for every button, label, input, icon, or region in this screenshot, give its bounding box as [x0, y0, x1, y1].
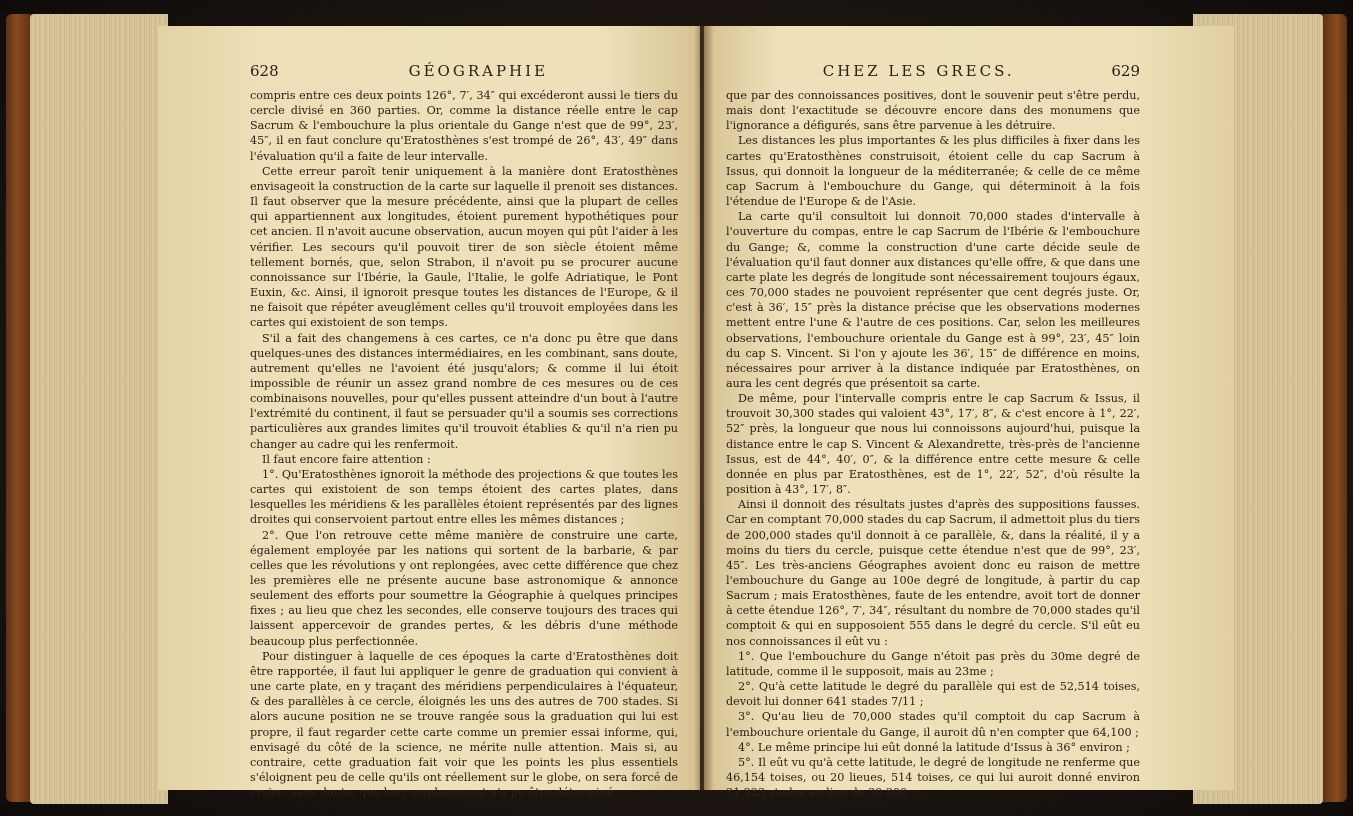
paragraph: 5°. Il eût vu qu'à cette latitude, le degré de longitude ne renferme que 46,154 toises, ou 20 lieues, 514 toises, ce qui lui auroit donné environ 31,223 stades au lieu de 30,300 ;: [726, 755, 1140, 800]
paragraph: compris entre ces deux points 126°, 7′, 34″ qui excéderont aussi le tiers du cercle divisé en 360 parties. Or, comme la distance réelle entre le cap Sacrum & l'embouchure la plus orientale du Gange n'est que de 99°, 23′, 45″, il en faut conclure qu'Eratosthènes s'est trompé de 26°, 43′, 49″ dans l'évaluation qu'il a faite de leur intervalle.: [250, 89, 678, 163]
right-page: [704, 26, 1234, 800]
paragraph: Il faut encore faire attention :: [262, 452, 431, 466]
left-body-text: [250, 88, 678, 800]
book-gutter: [694, 26, 714, 790]
paragraph: Ainsi il donnoit des résultats justes d'après des suppositions fausses. Car en comptant 70,000 stades du cap Sacrum, il admettoit plus du tiers de 200,000 stades qu'il donnoit à ce parallèle, &, dans la réalité, il y a moins du tiers du cercle, puisque cette étendue n'est que de 99°, 23′, 45″. Les très-anciens Géographes avoient donc eu raison de mettre l'embouchure du Gange au 100e degré de longitude, à partir du cap Sacrum ; mais Eratosthènes, faute de les entendre, avoit tort de donner à cette étendue 126°, 7′, 34″, résultant du nombre de 70,000 stades qu'il comptoit & qui en supposoient 555 dans le degré du cercle. S'il eût eu nos connoissances il eût vu :: [726, 498, 1140, 648]
paragraph: 2°. Que l'on retrouve cette même manière de construire une carte, également employée par les nations qui sortent de la barbarie, & par celles que les révolutions y ont replongées, avec cette différence que chez les premières elle ne présente aucune base astronomique & annonce seulement des efforts pour soumettre la Géographie à quelques principes fixes ; au lieu que chez les secondes, elle conserve toujours des traces qui laissent appercevoir de grandes pertes, & les débris d'une méthode beaucoup plus perfectionnée.: [250, 528, 678, 648]
left-running-head: [250, 62, 678, 84]
right-running-title: CHEZ LES GRECS.: [822, 62, 1015, 80]
right-page-number: 629: [1111, 62, 1140, 80]
paragraph: De même, pour l'intervalle compris entre le cap Sacrum & Issus, il trouvoit 30,300 stades qui valoient 43°, 17′, 8″, & c'est encore à 1°, 22′, 52″ près, la longueur que nous lui connoissons aujourd'hui, puisque la distance entre le cap S. Vincent & Alexandrette, très-près de l'ancienne Issus, est de 44°, 40′, 0″, & la différence entre cette mesure & celle donnée en plus par Eratosthènes, est de 1°, 22′, 52″, d'où résulte la position à 43°, 17′, 8″.: [726, 392, 1140, 497]
paragraph: S'il a fait des changemens à ces cartes, ce n'a donc pu être que dans quelques-unes des distances intermédiaires, en les combinant, sans doute, autrement qu'elles ne l'avoient été jusqu'alors; & comme il lui étoit impossible de réunir un assez grand nombre de ces mesures ou de ces combinaisons nouvelles, pour qu'elles pussent atteindre d'un bout à l'autre l'extrémité du continent, il faut se persuader qu'il a soumis ses corrections particulières aux grandes limites qu'il trouvoit établies & qu'il n'a rien pu changer au cadre qui les renfermoit.: [250, 331, 678, 451]
paragraph: 1°. Qu'Eratosthènes ignoroit la méthode des projections & que toutes les cartes qui existoient de son temps étoient des cartes plates, dans lesquelles les méridiens & les parallèles étoient représentés par des lignes droites qui conservoient partout entre elles les mêmes distances ;: [250, 467, 678, 527]
paragraph: La carte qu'il consultoit lui donnoit 70,000 stades d'intervalle à l'ouverture du compas, entre le cap Sacrum de l'Ibérie & l'embouchure du Gange; &, comme la construction d'une carte décide seule de l'évaluation qu'il faut donner aux distances qu'elle offre, & que dans une carte plate les degrés de longitude sont nécessairement toujours égaux, ces 70,000 stades ne pouvoient représenter que cent degrés juste. Or, c'est à 36′, 15″ près la distance précise que les observations modernes mettent entre l'une & l'autre de ces positions. Car, selon les meilleures observations, l'embouchure orientale du Gange est à 99°, 23′, 45″ loin du cap S. Vincent. Si l'on y ajoute les 36′, 15″ de différence en moins, nécessaires pour arriver à la distance indiquée par Eratosthènes, on aura les cent degrés que présentoit sa carte.: [726, 210, 1140, 390]
right-body-text: [726, 88, 1140, 800]
paragraph: 2°. Qu'à cette latitude le degré du parallèle qui est de 52,514 toises, devoit lui donner 641 stades 7/11 ;: [726, 680, 1140, 709]
paragraph: Pour distinguer à laquelle de ces époques la carte d'Eratosthènes doit être rapportée, il faut lui appliquer le genre de graduation qui convient à une carte plate, en y traçant des méridiens perpendiculaires à l'équateur, & des parallèles à ce cercle, éloignés les uns des autres de 700 stades. Si alors aucune position ne se trouve rangée sous la graduation qui lui est propre, il faut regarder cette carte comme un premier essai informe, qui, envisagé du côté de la science, ne mérite nulle attention. Mais si, au contraire, cette graduation fait voir que les points les plus essentiels s'éloignent peu de celle qu'ils ont réellement sur le globe, on sera forcé de croire, sans doute, que leur emplacement n'a pu être déterminé: [250, 649, 678, 800]
paragraph: 3°. Qu'au lieu de 70,000 stades qu'il comptoit du cap Sacrum à l'embouchure orientale du Gange, il auroit dû n'en compter que 64,100 ;: [726, 710, 1140, 739]
paragraph: 1°. Que l'embouchure du Gange n'étoit pas près du 30me degré de latitude, comme il le supposoit, mais au 23me ;: [726, 649, 1140, 678]
left-page: [158, 26, 700, 800]
left-running-title: GÉOGRAPHIE: [408, 62, 549, 80]
paragraph: 4°. Le même principe lui eût donné la latitude d'Issus à 36° environ ;: [738, 740, 1130, 754]
right-running-head: [726, 62, 1140, 84]
paragraph: que par des connoissances positives, dont le souvenir peut s'être perdu, mais dont l'exactitude se découvre encore dans des monumens que l'ignorance a défigurés, sans être parvenue à les détruire.: [726, 89, 1140, 133]
left-page-stack: [30, 14, 168, 804]
left-page-number: 628: [250, 62, 279, 80]
paragraph: Cette erreur paroît tenir uniquement à la manière dont Eratosthènes envisageoit la construction de la carte sur laquelle il prenoit ses distances. Il faut observer que la mesure précédente, ainsi que la plupart de celles qui appartiennent aux longitudes, étoient purement hypothétiques pour cet ancien. Il n'avoit aucune observation, aucun moyen qui pût l'aider à les vérifier. Les secours qu'il pouvoit tirer de son siècle étoient même tellement bornés, que, selon Strabon, il n'avoit pu se procurer aucune connoissance sur l'Ibérie, la Gaule, l'Italie, le golfe Adriatique, le Pont Euxin, &c. Ainsi, il ignoroit presque toutes les distances de l'Europe, & il ne faisoit que répéter aveuglément celles qu'il trouvoit employées dans les cartes qui existoient de son temps.: [250, 164, 678, 330]
paragraph: Les distances les plus importantes & les plus difficiles à fixer dans les cartes qu'Eratosthènes construisoit, étoient celle du cap Sacrum à Issus, qui donnoit la longueur de la méditerranée; & celle de ce même cap Sacrum à l'embouchure du Gange, qui déterminoit à la fois l'étendue de l'Europe & de l'Asie.: [726, 134, 1140, 209]
